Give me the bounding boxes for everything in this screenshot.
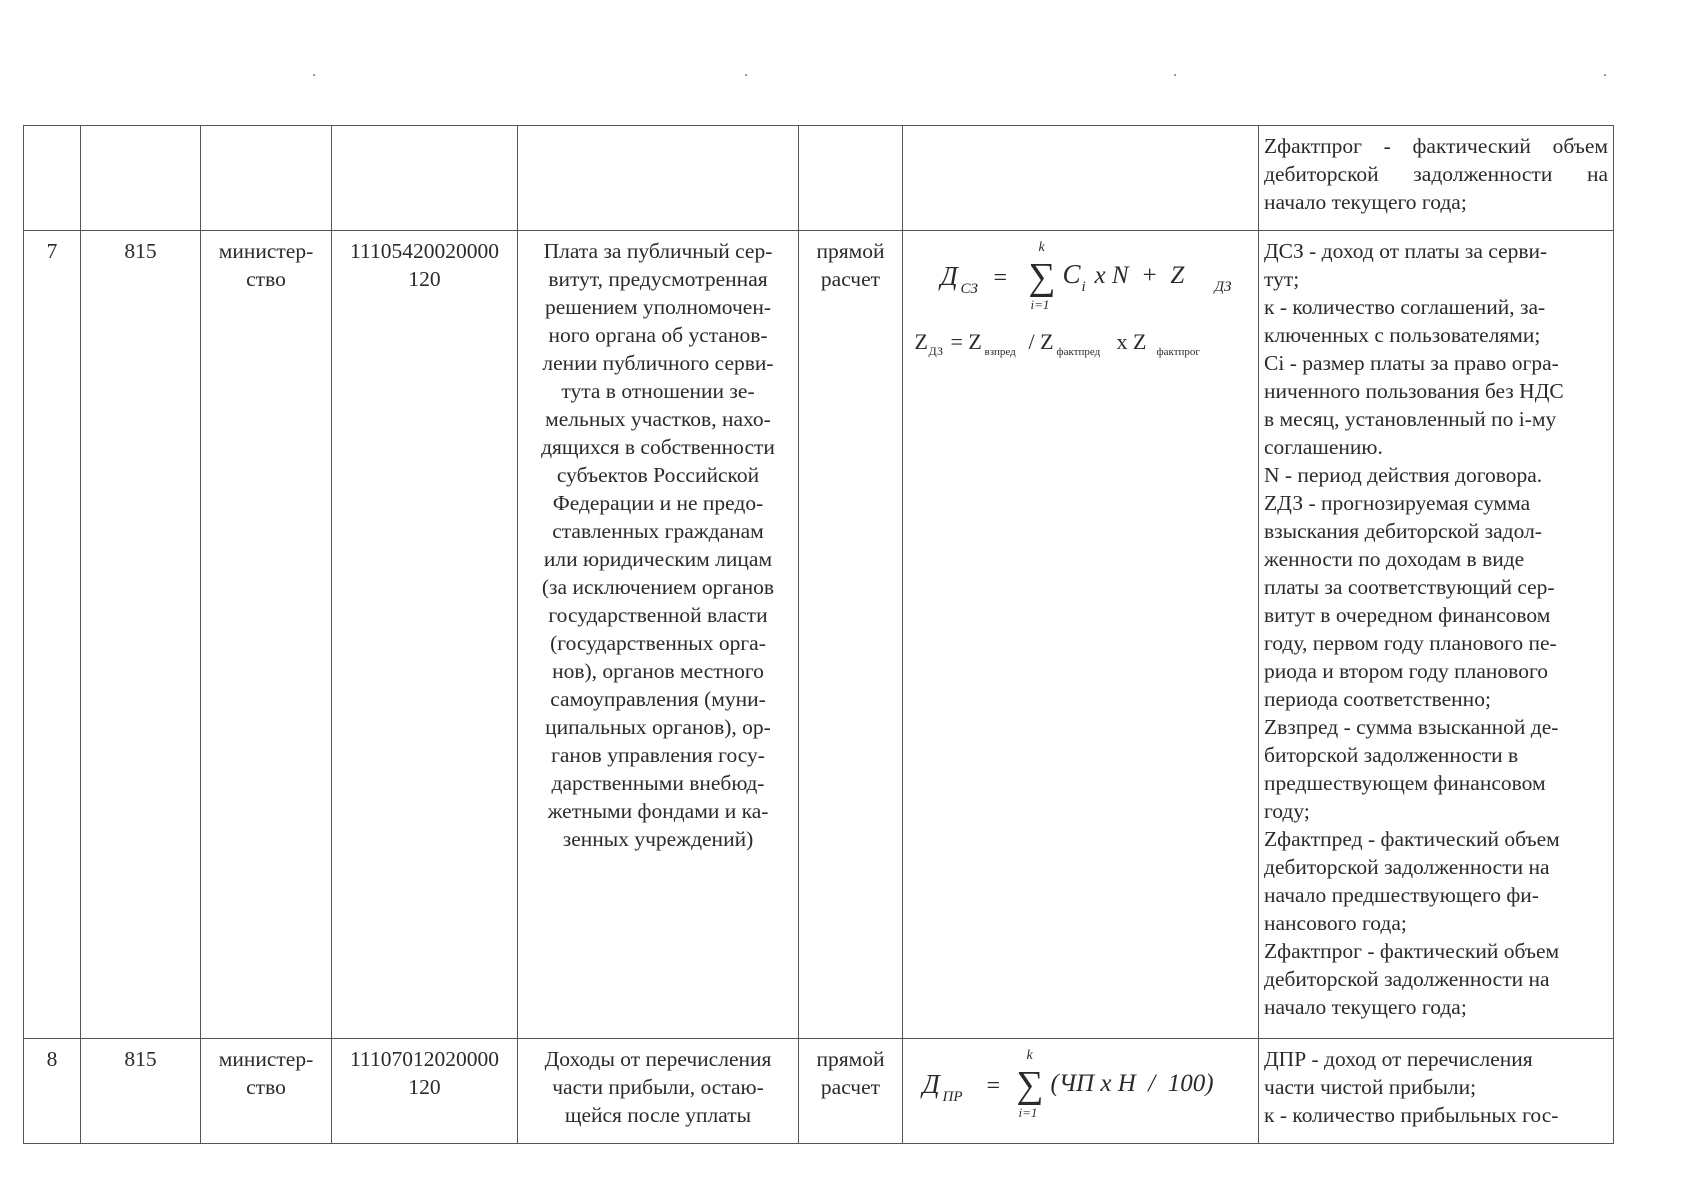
table-row xyxy=(24,126,1614,231)
sigma-symbol: ∑ xyxy=(1016,1064,1044,1106)
income-forecast-table xyxy=(23,125,1614,1144)
formula-z3-sub: фактпред xyxy=(1056,346,1101,358)
method-cell xyxy=(799,126,903,231)
formula-z1: Z xyxy=(914,329,928,354)
sigma-lower: i=1 xyxy=(1018,1105,1038,1120)
description-line: году, первом году планового пе- xyxy=(1264,631,1557,655)
formula-z4-sub: фактпрог xyxy=(1156,346,1200,358)
formula-z1-sub: ДЗ xyxy=(928,344,943,358)
sigma-lower: i=1 xyxy=(1030,297,1050,312)
description-line: ключенных с пользователями; xyxy=(1264,323,1541,347)
formula-z3: / Z xyxy=(1028,329,1054,354)
description-line: начало предшествующего фи- xyxy=(1264,883,1539,907)
description-line: Zфактпред - фактический объем xyxy=(1264,827,1560,851)
table-row xyxy=(24,231,1614,1039)
formula-eq: = xyxy=(986,1073,1001,1099)
description-line: к - количество прибыльных гос- xyxy=(1264,1103,1559,1127)
formula-body-sub: i xyxy=(1081,279,1086,295)
code-cell: 815 xyxy=(81,1039,201,1144)
formula-dsz xyxy=(908,237,1253,317)
scan-dot xyxy=(1604,74,1606,76)
description-line: дебиторской задолженности на xyxy=(1264,855,1550,879)
description-line: Zвзпред - сумма взысканной де- xyxy=(1264,715,1559,739)
description-cell: Zфактпрог - фактический объем дебиторской задолженности на начало текущего года; xyxy=(1259,126,1614,231)
formula-lhs: Д xyxy=(922,1069,940,1099)
description-line: части чистой прибыли; xyxy=(1264,1075,1477,1099)
description-line: биторской задолженности в xyxy=(1264,743,1519,767)
administrator-cell: министер- ство xyxy=(201,231,332,1039)
row-number-cell: 8 xyxy=(24,1039,81,1144)
description-line: взыскания дебиторской задол- xyxy=(1264,519,1542,543)
formula-cell xyxy=(903,231,1259,1039)
formula-z2: = Z xyxy=(950,329,982,354)
description-line: в месяц, установленный по i-му xyxy=(1264,407,1557,431)
formula-lhs: Д xyxy=(940,261,958,291)
description-cell xyxy=(1259,231,1614,1039)
description-line: периода соответственно; xyxy=(1264,687,1491,711)
income-name-cell xyxy=(518,126,799,231)
description-line: ниченного пользования без НДС xyxy=(1264,379,1564,403)
formula-body: (ЧП x Н / 100) xyxy=(1050,1070,1214,1097)
formula-dpr xyxy=(908,1045,1253,1125)
formula-rest: x N + Z xyxy=(1094,262,1185,289)
formula-zdz xyxy=(908,325,1253,365)
description-line: ZДЗ - прогнозируемая сумма xyxy=(1264,491,1531,515)
scan-dot xyxy=(745,74,747,76)
income-name-cell: Плата за публичный сер- витут, предусмотренная решением уполномочен- ного органа об установ- лении публичного серви- тута в отношении зе- мельных участков, нахо- дящихся в собственности субъектов Российской Федерации и не предо- ставленных гражданам или юридическим лицам (за исключением органов государственной власти (государственных орга- нов), органов местного самоуправления (муни- ципальных органов), ор- ганов управления госу- дарственными внебюд- жетными фондами и ка- зенных учреждений) xyxy=(518,231,799,1039)
method-cell: прямой расчет xyxy=(799,1039,903,1144)
formula-lhs-sub: СЗ xyxy=(960,281,978,297)
kbk-cell xyxy=(332,126,518,231)
sigma-upper: k xyxy=(1038,240,1045,255)
description-line: к - количество соглашений, за- xyxy=(1264,295,1546,319)
description-line: женности по доходам в виде xyxy=(1264,547,1525,571)
income-name-cell: Доходы от перечисления части прибыли, остаю- щейся после уплаты xyxy=(518,1039,799,1144)
scan-dot xyxy=(1174,74,1176,76)
method-cell: прямой расчет xyxy=(799,231,903,1039)
row-number-cell xyxy=(24,126,81,231)
description-line: ДСЗ - доход от платы за серви- xyxy=(1264,239,1548,263)
description-line: дебиторской задолженности на xyxy=(1264,967,1550,991)
administrator-cell: министер- ство xyxy=(201,1039,332,1144)
kbk-cell: 11107012020000 120 xyxy=(332,1039,518,1144)
row-number-cell: 7 xyxy=(24,231,81,1039)
formula-eq: = xyxy=(993,265,1008,291)
description-line: ДПР - доход от перечисления xyxy=(1264,1047,1533,1071)
kbk-cell: 11105420020000 120 xyxy=(332,231,518,1039)
description-line: тут; xyxy=(1264,267,1300,291)
code-cell xyxy=(81,126,201,231)
administrator-cell xyxy=(201,126,332,231)
description-line: году; xyxy=(1264,799,1310,823)
description-line: начало текущего года; xyxy=(1264,995,1467,1019)
code-cell: 815 xyxy=(81,231,201,1039)
description-line: риода и втором году планового xyxy=(1264,659,1548,683)
formula-lhs-sub: ПР xyxy=(942,1089,963,1105)
formula-body: C xyxy=(1062,259,1081,289)
sigma-symbol: ∑ xyxy=(1028,256,1056,298)
scan-dot xyxy=(313,74,315,76)
description-line: предшествующем финансовом xyxy=(1264,771,1546,795)
table-row xyxy=(24,1039,1614,1144)
description-line: N - период действия договора. xyxy=(1264,463,1543,487)
description-line: платы за соответствующий сер- xyxy=(1264,575,1555,599)
description-line: нансового года; xyxy=(1264,911,1407,935)
formula-cell xyxy=(903,1039,1259,1144)
description-cell xyxy=(1259,1039,1614,1144)
description-line: витут в очередном финансовом xyxy=(1264,603,1551,627)
sigma-upper: k xyxy=(1026,1048,1033,1063)
description-line: Ci - размер платы за право огра- xyxy=(1264,351,1559,375)
description-line: соглашению. xyxy=(1264,435,1383,459)
formula-rest-sub: ДЗ xyxy=(1214,279,1232,295)
formula-z4: x Z xyxy=(1116,329,1147,354)
formula-cell xyxy=(903,126,1259,231)
description-line: Zфактпрог - фактический объем xyxy=(1264,939,1560,963)
formula-z2-sub: взпред xyxy=(984,346,1016,358)
